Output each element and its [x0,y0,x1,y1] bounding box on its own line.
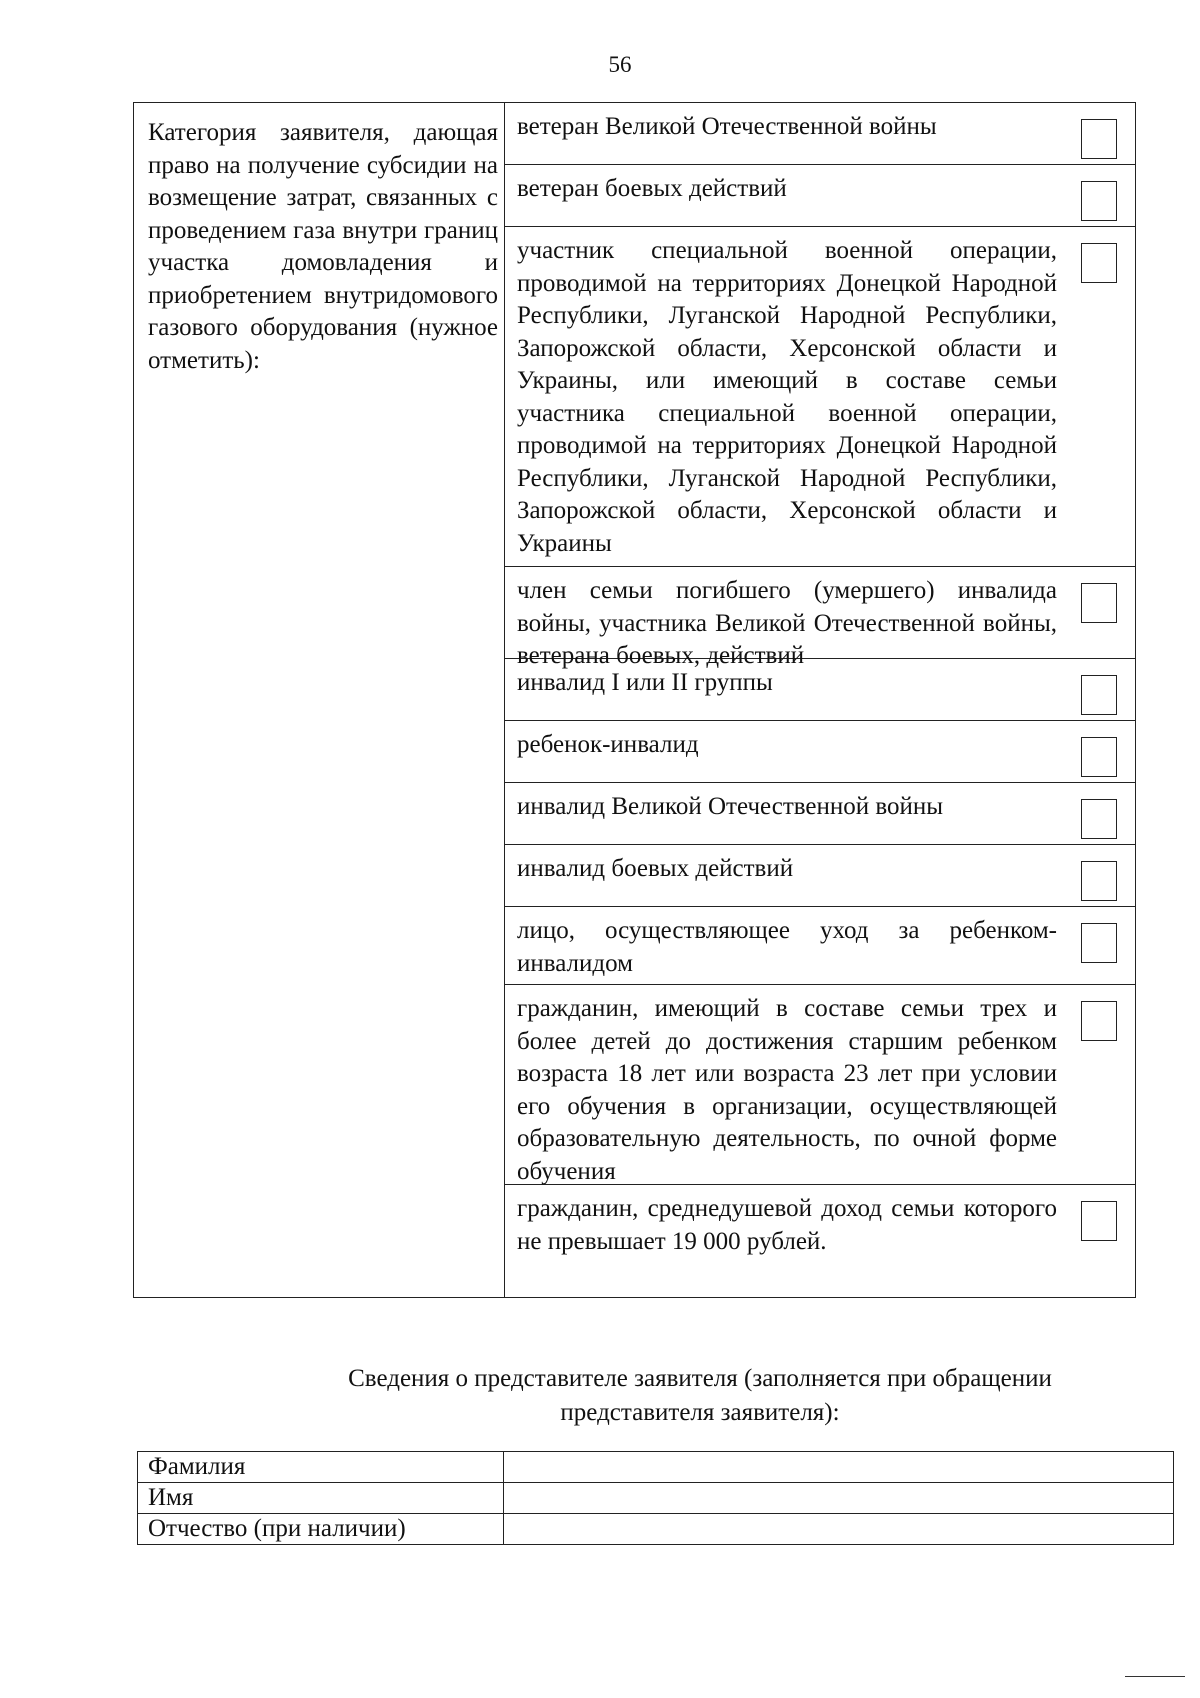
option-text: ветеран Великой Отечественной войны [517,113,937,140]
category-option [505,659,1135,721]
name-field[interactable] [504,1483,1174,1514]
option-text: ребенок-инвалид [517,731,699,758]
option-text: ветеран боевых действий [517,175,787,202]
option-text: гражданин, среднедушевой доход семьи которого не превышает 19 000 рублей. [517,1195,1057,1255]
category-option [505,845,1135,907]
footer-line [1125,1676,1185,1677]
field-label-surname: Фамилия [138,1452,504,1483]
table-row [138,1483,1174,1514]
representative-table [137,1451,1174,1545]
category-option [505,165,1135,227]
option-checkbox[interactable] [1081,243,1117,283]
option-checkbox[interactable] [1081,181,1117,221]
surname-field[interactable] [504,1452,1174,1483]
option-checkbox[interactable] [1081,583,1117,623]
category-options [505,103,1136,1298]
patronymic-field[interactable] [504,1514,1174,1545]
category-label: Категория заявителя, дающая право на получение субсидии на возмещение затрат, связанных с проведением газа внутри границ участка домовладения и приобретением внутридомового газового оборудования (нужное отметить): [134,103,505,1298]
category-option [505,103,1135,165]
option-checkbox[interactable] [1081,799,1117,839]
field-label-patronymic: Отчество (при наличии) [138,1514,504,1545]
representative-section-title: Сведения о представителе заявителя (заполняется при обращении представителя заявителя): [348,1365,1052,1426]
option-text: инвалид Великой Отечественной войны [517,793,944,820]
option-checkbox[interactable] [1081,737,1117,777]
option-text: член семьи погибшего (умершего) инвалида войны, участника Великой Отечественной войны, ветерана боевых, действий [517,577,1057,669]
option-checkbox[interactable] [1081,675,1117,715]
table-row [138,1452,1174,1483]
category-option [505,907,1135,985]
option-checkbox[interactable] [1081,861,1117,901]
category-option [505,567,1135,669]
category-option [505,783,1135,845]
option-text: лицо, осуществляющее уход за ребенком-инвалидом [517,917,1057,977]
option-checkbox[interactable] [1081,923,1117,963]
option-text: гражданин, имеющий в составе семьи трех и более детей до достижения старшим ребенком возраста 18 лет или возраста 23 лет при условии его обучения в организации, осуществляющей образовательную деятельность, по очной форме обучения [517,995,1057,1185]
option-checkbox[interactable] [1081,1201,1117,1241]
category-option [505,227,1135,567]
page-number: 56 [608,52,632,77]
category-option [505,721,1135,783]
option-text: инвалид I или II группы [517,669,773,696]
table-row [138,1514,1174,1545]
category-table [133,102,1136,1298]
option-text: участник специальной военной операции, проводимой на территориях Донецкой Народной Республики, Луганской Народной Республики, Запорожской области, Херсонской области и Украины, или имеющий в составе семьи участника специальной военной операции, проводимой на территориях Донецкой Народной Республики, Луганской Народной Республики, Запорожской области, Херсонской области и Украины [517,237,1057,557]
option-checkbox[interactable] [1081,119,1117,159]
option-checkbox[interactable] [1081,1001,1117,1041]
option-text: инвалид боевых действий [517,855,794,882]
category-option [505,1185,1135,1297]
category-option [505,985,1135,1185]
field-label-name: Имя [138,1483,504,1514]
